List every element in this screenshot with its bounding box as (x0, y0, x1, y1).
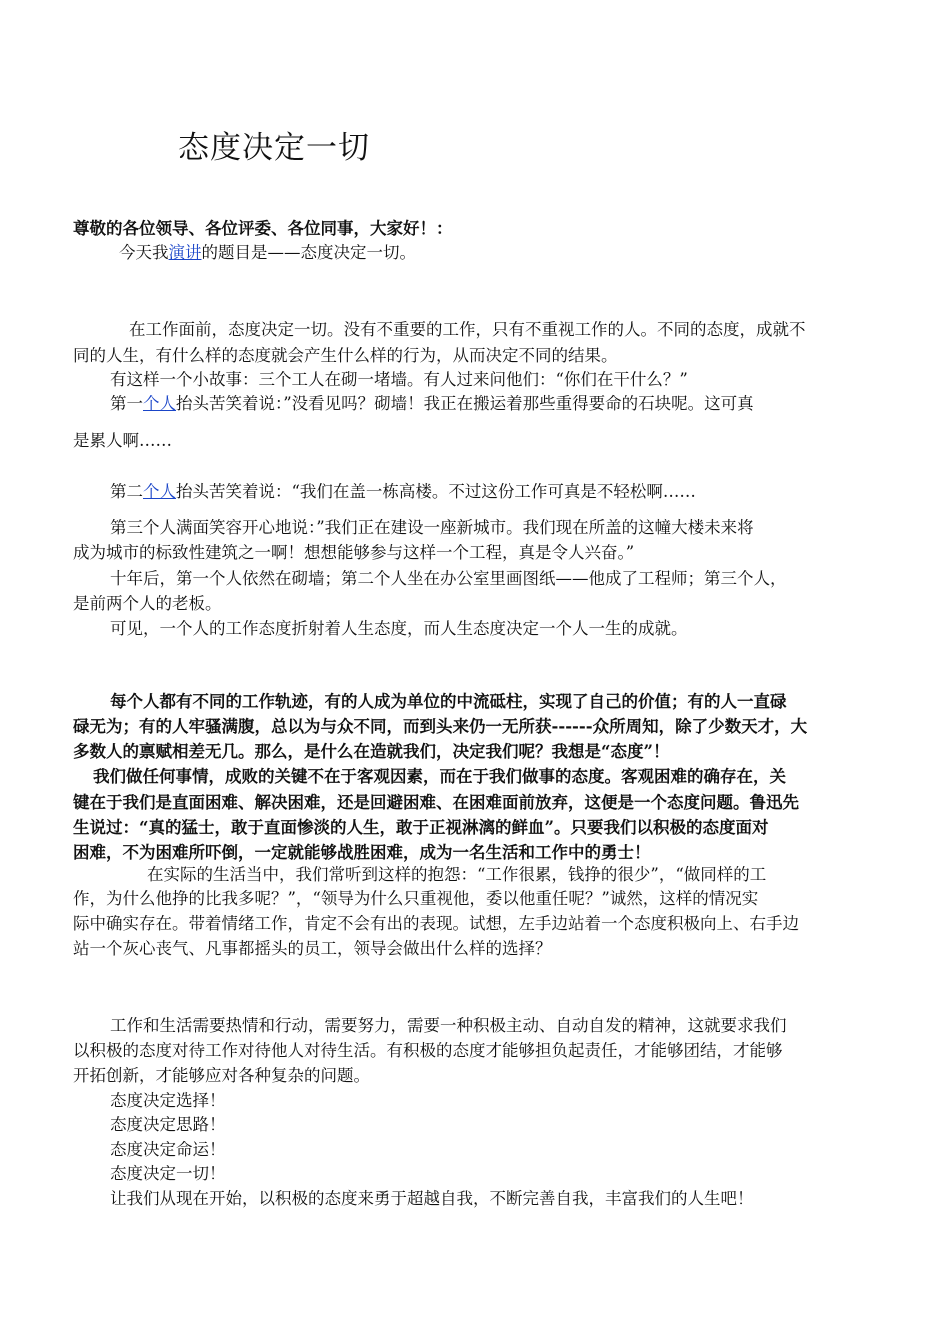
intro-text-post: 的题目是——态度决定一切。 (201, 243, 416, 262)
third-worker-line-1: 第三个人满面笑容开心地说：”我们正在建设一座新城市。我们现在所盖的这幢大楼未来将 (110, 518, 754, 537)
final-line: 让我们从现在开始，以积极的态度来勇于超越自我，不断完善自我，丰富我们的人生吧！ (110, 1189, 754, 1208)
p4-line-3: 际中确实存在。带着情绪工作，肯定不会有出的表现。试想，左手边站着一个态度积极向上、右手边 (73, 914, 799, 933)
p1-line-1: 在工作面前，态度决定一切。没有不重要的工作，只有不重视工作的人。不同的态度，成就不 (129, 320, 806, 339)
conclusion-line: 可见，一个人的工作态度折射着人生态度，而人生态度决定一个人一生的成就。 (110, 619, 688, 638)
third-worker-line-2: 成为城市的标致性建筑之一啊！想想能够参与这样一个工程，真是令人兴奋。” (73, 543, 635, 562)
first-worker-line-1 (73, 391, 916, 417)
closing-line-3: 态度决定命运！ (110, 1140, 226, 1159)
p2-line-1: 每个人都有不同的工作轨迹，有的人成为单位的中流砥柱，实现了自己的价值；有的人一直碌 (110, 692, 787, 711)
intro-line (73, 240, 925, 266)
document-title: 态度决定一切 (178, 130, 370, 166)
closing-line-1: 态度决定选择！ (110, 1091, 226, 1110)
p4-line-1: 在实际的生活当中，我们常听到这样的抱怨：“工作很累，钱挣的很少”，“做同样的工 (147, 865, 767, 884)
later-line-1: 十年后，第一个人依然在砌墙；第二个人坐在办公室里画图纸——他成了工程师；第三个人， (110, 569, 787, 588)
p3-line-4: 困难，不为困难所吓倒，一定就能够战胜困难，成为一名生活和工作中的勇士！ (73, 843, 651, 862)
second-worker-line (73, 479, 916, 505)
p1-line-2: 同的人生，有什么样的态度就会产生什么样的行为，从而决定不同的结果。 (73, 346, 618, 365)
first-post: 抬头苦笑着说：”没看见吗？砌墙！我正在搬运着那些重得要命的石块呢。这可真 (176, 394, 754, 413)
closing-line-2: 态度决定思路！ (110, 1115, 226, 1134)
first-worker-line-2: 是累人啊…… (73, 431, 172, 450)
p5-line-3: 开拓创新，才能够应对各种复杂的问题。 (73, 1066, 370, 1085)
p2-line-3: 多数人的禀赋相差无几。那么，是什么在造就我们，决定我们呢？我想是“态度”！ (73, 742, 670, 761)
person-link-1[interactable]: 个人 (143, 394, 176, 413)
greeting-line: 尊敬的各位领导、各位评委、各位同事，大家好！： (73, 219, 453, 238)
intro-text-pre: 今天我 (119, 243, 169, 262)
person-link-2[interactable]: 个人 (143, 482, 176, 501)
p2-line-2: 碌无为；有的人牢骚满腹，总以为与众不同，而到头来仍一无所获------众所周知，除了少数天才，大 (73, 717, 808, 736)
first-pre: 第一 (110, 394, 143, 413)
later-line-2: 是前两个人的老板。 (73, 594, 222, 613)
closing-line-4: 态度决定一切！ (110, 1164, 226, 1183)
p3-line-3: 生说过：“真的猛士，敢于直面惨淡的人生，敢于正视淋漓的鲜血”。只要我们以积极的态度面对 (73, 818, 769, 837)
p4-line-4: 站一个灰心丧气、凡事都摇头的员工，领导会做出什么样的选择？ (73, 939, 552, 958)
story-line: 有这样一个小故事：三个工人在砌一堵墙。有人过来问他们：“你们在干什么？” (110, 370, 688, 389)
p3-line-2: 键在于我们是直面困难、解决困难，还是回避困难、在困难面前放弃，这便是一个态度问题。鲁迅先 (73, 793, 799, 812)
second-post: 抬头苦笑着说：“我们在盖一栋高楼。不过这份工作可真是不轻松啊…… (176, 482, 696, 501)
second-pre: 第二 (110, 482, 143, 501)
p4-line-2: 作，为什么他挣的比我多呢？”，“领导为什么只重视他，委以他重任呢？”诚然，这样的情况实 (73, 889, 759, 908)
p3-line-1: 我们做任何事情，成败的关键不在于客观因素，而在于我们做事的态度。客观困难的确存在，关 (93, 767, 786, 786)
speech-link[interactable]: 演讲 (168, 243, 202, 262)
p5-line-1: 工作和生活需要热情和行动，需要努力，需要一种积极主动、自动自发的精神，这就要求我们 (110, 1016, 787, 1035)
p5-line-2: 以积极的态度对待工作对待他人对待生活。有积极的态度才能够担负起责任，才能够团结，才能够 (73, 1041, 783, 1060)
